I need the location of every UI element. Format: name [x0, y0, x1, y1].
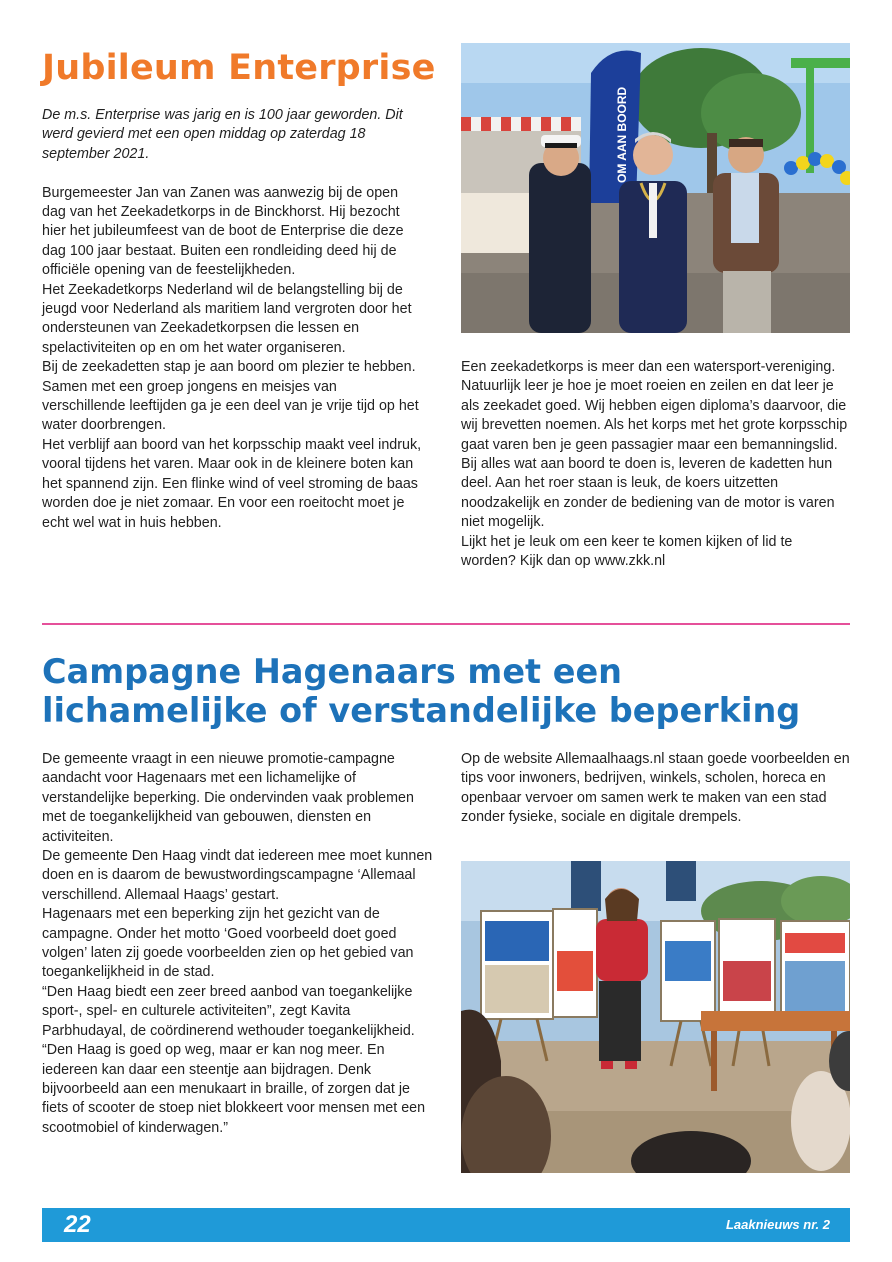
- article2-paragraph: De gemeente vraagt in een nieuwe promotie-campagne aandacht voor Hagenaars met een lichamelijke of verstandelijke beperking. Die ondervinden vaak problemen met de toegankelijkheid van gebouwen, diensten en activiteiten.: [42, 751, 414, 845]
- enterprise-ceremony-photo: [461, 43, 850, 333]
- page-footer: [42, 1208, 850, 1242]
- article1-intro: De m.s. Enterprise was jarig en is 100 jaar geworden. Dit werd gevierd met een open middag op zaterdag 18 september 2021.: [42, 107, 403, 162]
- section-divider: [42, 623, 850, 625]
- article2-paragraph: Hagenaars met een beperking zijn het gezicht van de campagne. Onder het motto ‘Goed voorbeeld doet goed volgen’ laten zij goede voorbeelden zien op het gebied van toegankelijkheid in de stad.: [42, 906, 414, 981]
- article1-paragraph: Een zeekadetkorps is meer dan een watersport-vereniging. Natuurlijk leer je hoe je moet roeien en zeilen en dat leer je als zeekadet goed. Wij hebben eigen diploma’s daarvoor, die wij brevetten noemen. Als het korps met het grote korpsschip gaat varen ben je geen passagier maar een bemanningslid.: [461, 359, 848, 453]
- magazine-issue: Laaknieuws nr. 2: [725, 1217, 830, 1232]
- article2-left-column: [42, 750, 434, 1138]
- article2-paragraph: Op de website Allemaalhaags.nl staan goede voorbeelden en tips voor inwoners, bedrijven, winkels, scholen, horeca en openbaar vervoer om samen werk te maken van een stad zonder fysieke, sociale en digitale drempels.: [461, 751, 850, 826]
- article2-paragraph: “Den Haag biedt een zeer breed aanbod van toegankelijke sport-, spel- en culturele activiteiten”, zegt Kavita Parbhudayal, de coördinerend wethouder toegankelijkheid. “Den Haag is goed op weg, maar er kan nog meer. En iedereen kan daar een steentje aan bijdragen. Denk bijvoorbeeld aan een menukaart in braille, of zorgen dat je fiets of scooter de stoep niet blokkeert voor mensen met een scootmobiel of kinderwagen.”: [42, 983, 426, 1136]
- article1-paragraph: Het Zeekadetkorps Nederland wil de belangstelling bij de jeugd voor Nederland als maritiem land vergroten door het ondersteunen van Zeekadetkorpsen die lessen en spelactiviteiten op en om het water organiseren.: [42, 281, 412, 356]
- article1-paragraph: Lijkt het je leuk om een keer te komen kijken of lid te worden? Kijk dan op www.zkk.nl: [461, 533, 793, 570]
- article2-title: Campagne Hagenaars met een lichamelijke of verstandelijke beperking: [42, 652, 801, 730]
- article1-paragraph: Het verblijf aan boord van het korpsschip maakt veel indruk, vooral tijdens het varen. Maar ook in de kleinere boten kan het spannend zijn. Een flinke wind of veel stroming de baas worden doe je niet zomaar. En voor een roeitocht moet je echt wel wat in huis hebben.: [42, 436, 422, 531]
- page-number: 22: [64, 1211, 91, 1238]
- article1-paragraph: Bij alles wat aan boord te doen is, leveren de kadetten hun deel. Aan het roer staan is leuk, de koers uitzetten noodzakelijk en zonder de bediening van de motor is varen niet mogelijk.: [461, 456, 835, 531]
- article2-right-column: [461, 750, 851, 828]
- article1-title: Jubileum Enterprise: [42, 48, 436, 88]
- article2-paragraph: De gemeente Den Haag vindt dat iedereen mee moet kunnen doen en is daarom de bewustwordingscampagne ‘Allemaal verschillend. Allemaal Haags’ gestart.: [42, 848, 433, 903]
- article1-left-column: [42, 106, 422, 533]
- banner-text: OM AAN BOORD: [615, 86, 629, 183]
- article1-paragraph: Burgemeester Jan van Zanen was aanwezig bij de open dag van het Zeekadetkorps in de Binckhorst. Hij bezocht hier het jubileumfeest van de boot de Enterprise die deze dag 100 jaar bestaat. Buiten een rondleiding deed hij de officiële opening van de feestelijkheden.: [42, 184, 404, 279]
- campaign-presentation-photo: [461, 861, 850, 1173]
- article1-paragraph: Bij de zeekadetten stap je aan boord om plezier te hebben. Samen met een groep jongens en meisjes van verschillende leeftijden ga je een deel van je vrije tijd op het water doorbrengen.: [42, 359, 419, 434]
- article1-right-column: [461, 358, 851, 571]
